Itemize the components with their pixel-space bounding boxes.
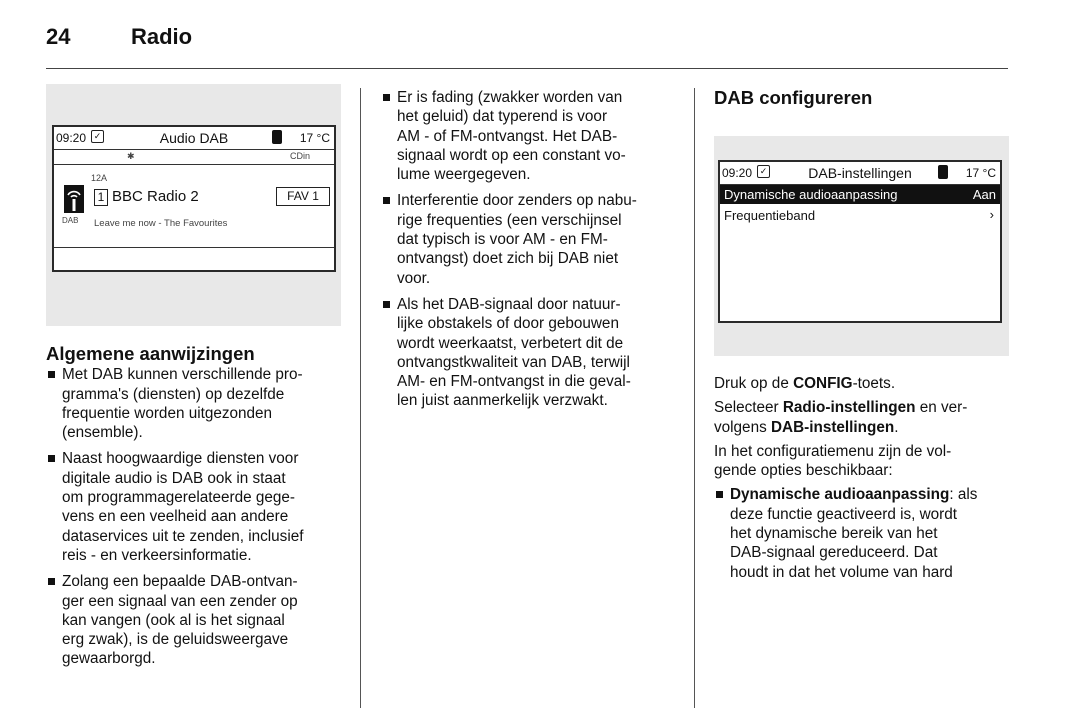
clock-icon: ✓ bbox=[757, 165, 770, 178]
screen-time: 09:20 bbox=[56, 131, 87, 145]
column-3 bbox=[714, 374, 1014, 589]
menu-row-label: Dynamische audioaanpassing bbox=[724, 187, 898, 202]
clock-icon: ✓ bbox=[91, 130, 104, 143]
dab-settings-figure bbox=[714, 136, 1009, 356]
menu-row-dynamic-audio[interactable] bbox=[720, 185, 1000, 204]
options-bullet-list bbox=[714, 485, 1014, 581]
instruction-select: Selecteer Radio-instellingen en ver- volgens DAB-instellingen. bbox=[714, 399, 968, 436]
list-item: Naast hoogwaardige diensten voor digitale audio is DAB ook in staat om programmagerelateerde gege- vens en een veelheid aan andere dataservices uit te zenden, inclusief reis - en verkeersinformatie. bbox=[46, 449, 346, 565]
list-item: Dynamische audioaanpassing: als deze functie geactiveerd is, wordt het dynamische bereik van het DAB-signaal gereduceerd. Dat houdt in dat het volume van hard bbox=[714, 485, 1014, 581]
preset-number: 1 bbox=[94, 189, 108, 206]
page-number: 24 bbox=[46, 24, 71, 49]
instruction-options: In het configuratiemenu zijn de vol- gende opties beschikbaar: bbox=[714, 442, 952, 480]
audio-dab-figure bbox=[46, 84, 341, 326]
band-label: DAB bbox=[62, 216, 79, 225]
column-1 bbox=[46, 344, 346, 676]
column-divider-1 bbox=[360, 88, 361, 708]
chevron-right-icon: › bbox=[989, 207, 994, 222]
menu-row-frequency-band[interactable] bbox=[720, 206, 1000, 225]
menu-row-label: Frequentieband bbox=[724, 208, 816, 223]
screen-temperature: 17 °C bbox=[965, 166, 996, 180]
screen-temperature: 17 °C bbox=[299, 131, 330, 145]
now-playing-text: Leave me now - The Favourites bbox=[94, 218, 228, 229]
dab-settings-screen bbox=[718, 160, 1002, 323]
list-item: Er is fading (zwakker worden van het geluid) dat typerend is voor AM - of FM-ontvangst. Het DAB- signaal wordt op een constant vo- lume weergegeven. bbox=[381, 88, 681, 184]
bluetooth-icon: ✱ bbox=[127, 151, 135, 161]
column-3-heading bbox=[714, 88, 1014, 109]
fav-button[interactable]: FAV 1 bbox=[276, 187, 330, 206]
antenna-icon bbox=[64, 185, 84, 213]
phone-icon bbox=[938, 165, 948, 179]
ensemble-label: 12A bbox=[91, 173, 108, 183]
header-divider bbox=[46, 68, 1008, 69]
page-title: Radio bbox=[131, 24, 193, 49]
menu-row-value: Aan bbox=[972, 187, 996, 202]
dab-bullet-list bbox=[381, 88, 681, 411]
screen-title: Audio DAB bbox=[159, 130, 229, 146]
screen-divider bbox=[54, 247, 334, 248]
source-label: CDin bbox=[290, 151, 311, 161]
screen-title: DAB-instellingen bbox=[808, 165, 912, 181]
list-item: Als het DAB-signaal door natuur- lijke obstakels of door gebouwen wordt weerkaatst, verbetert dit de ontvangstkwaliteit van DAB, terwijl AM- en FM-ontvangst in die geval- len juist aanmerkelijk verzwakt. bbox=[381, 295, 681, 411]
audio-dab-screen bbox=[52, 125, 336, 272]
screen-time: 09:20 bbox=[722, 166, 753, 180]
column-divider-2 bbox=[694, 88, 695, 708]
section-heading-general: Algemene aanwijzingen bbox=[46, 343, 255, 364]
station-name: BBC Radio 2 bbox=[112, 188, 199, 205]
instruction-config: Druk op de CONFIG-toets. bbox=[714, 375, 896, 392]
list-item: Zolang een bepaalde DAB-ontvan- ger een signaal van een zender op kan vangen (ook al is het signaal erg zwak), is de geluidsweergave gewaarborgd. bbox=[46, 572, 346, 668]
phone-icon bbox=[272, 130, 282, 144]
general-bullet-list bbox=[46, 365, 346, 668]
list-item: Interferentie door zenders op nabu- rige frequenties (een verschijnsel dat typisch is voor AM - en FM- ontvangst) doet zich bij DAB niet voor. bbox=[381, 191, 681, 287]
list-item: Met DAB kunnen verschillende pro- gramma's (diensten) op dezelfde frequentie worden uitgezonden (ensemble). bbox=[46, 365, 346, 442]
column-2 bbox=[381, 88, 681, 418]
section-heading-config: DAB configureren bbox=[714, 87, 873, 108]
